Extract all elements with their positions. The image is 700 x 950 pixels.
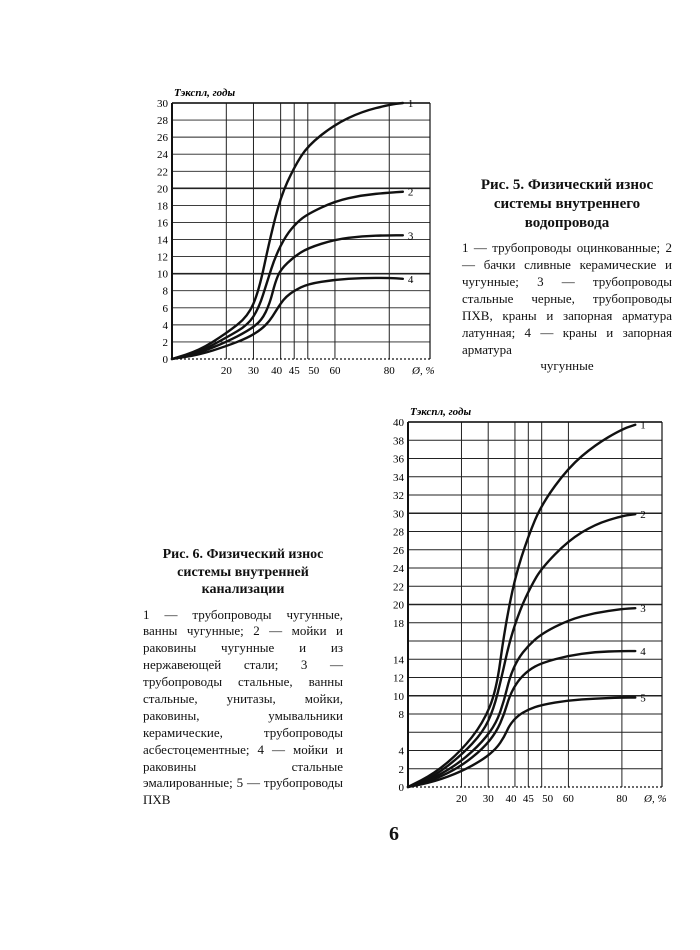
fig5-series-label-4: 4 <box>407 273 414 286</box>
fig5-x-axis-title: Ø, % <box>412 365 435 377</box>
fig6-x-tick-label: 50 <box>542 793 554 805</box>
fig5-x-tick-label: 80 <box>383 365 395 377</box>
fig6-y-tick-label: 14 <box>393 654 404 667</box>
fig6-y-tick-label: 12 <box>393 672 404 685</box>
fig6-y-tick-label: 18 <box>393 617 404 630</box>
caption-fig6-title: Рис. 6. Физический износ системы внутренней канализации <box>162 547 324 597</box>
fig6-y-tick-label: 8 <box>398 709 404 721</box>
fig5-y-axis-title: Tэкспл, годы <box>174 87 236 99</box>
fig5-x-tick-label: 45 <box>288 365 300 377</box>
fig5-y-tick-label: 14 <box>157 234 168 247</box>
fig6-y-tick-label: 26 <box>393 544 404 557</box>
fig6-y-tick-label: 2 <box>398 763 404 776</box>
fig6-y-tick-label: 10 <box>393 690 404 703</box>
caption-fig6 <box>143 546 343 809</box>
fig6-y-tick-label: 22 <box>393 581 404 594</box>
fig6-x-tick-label: 30 <box>482 793 494 805</box>
fig5-y-tick-label: 18 <box>157 200 168 213</box>
fig5-x-tick-label: 30 <box>247 365 259 377</box>
fig6-x-tick-label: 80 <box>616 793 628 805</box>
fig5-y-tick-label: 22 <box>157 166 168 179</box>
fig5-y-tick-label: 24 <box>157 149 168 162</box>
fig6-y-tick-label: 0 <box>398 782 404 794</box>
caption-fig5-title: Рис. 5. Физический износ системы внутреннего водопровода <box>480 177 654 231</box>
fig6-x-axis-title: Ø, % <box>644 793 667 805</box>
fig6-y-tick-label: 32 <box>393 490 404 502</box>
fig5-x-tick-label: 20 <box>220 365 232 377</box>
fig6-y-tick-label: 30 <box>393 508 404 521</box>
caption-fig5-legend-end: чугунные <box>540 358 594 374</box>
fig6-y-tick-label: 20 <box>393 599 404 612</box>
fig6-x-tick-label: 60 <box>562 793 574 805</box>
fig6-series-label-2: 2 <box>640 509 646 522</box>
fig6-y-tick-label: 40 <box>393 417 404 429</box>
fig5-y-tick-label: 4 <box>162 319 168 332</box>
fig6-x-tick-label: 45 <box>522 793 534 805</box>
fig6-y-tick-label: 28 <box>393 526 404 539</box>
fig5-y-tick-label: 20 <box>157 183 168 196</box>
fig6-series-label-3: 3 <box>640 603 646 616</box>
fig5-y-tick-label: 2 <box>162 336 168 349</box>
fig5-x-tick-label: 60 <box>329 365 341 377</box>
fig6-y-tick-label: 36 <box>393 453 404 466</box>
fig5-y-tick-label: 30 <box>157 98 168 110</box>
fig5-y-tick-label: 10 <box>157 268 168 281</box>
fig5-x-tick-label: 40 <box>271 365 283 377</box>
caption-fig6-legend: 1 — трубопроводы чугунные, ванны чугунные; 2 — мойки и раковины чугунные и из нержавеющей стали; 3 — трубопроводы стальные, ванны стальные, унитазы, мойки, раковины, умывальники керамические, трубопроводы асбестоцементные; 4 — мойки и раковины стальные эмалированные; 5 — трубопроводы ПХВ <box>143 606 343 808</box>
fig6-y-axis-title: Tэкспл, годы <box>410 406 472 418</box>
fig6-series-label-4: 4 <box>640 646 646 659</box>
fig5-y-tick-label: 16 <box>157 217 168 230</box>
fig6-series-label-5: 5 <box>640 692 646 705</box>
fig5-y-tick-label: 6 <box>162 302 168 315</box>
fig5-series-label-1: 1 <box>407 98 414 110</box>
fig6-y-tick-label: 4 <box>398 745 404 758</box>
page-number: 6 <box>389 823 399 845</box>
fig5-series-label-3: 3 <box>407 230 414 243</box>
fig6-x-tick-label: 20 <box>455 793 467 805</box>
fig6-x-tick-label: 40 <box>505 793 517 805</box>
fig6-y-tick-label: 24 <box>393 563 404 575</box>
fig5-y-tick-label: 28 <box>157 115 168 128</box>
fig6-series-label-1: 1 <box>640 419 646 432</box>
fig5-y-tick-label: 8 <box>162 285 168 298</box>
fig5-series-label-2: 2 <box>407 186 414 199</box>
fig5-y-tick-label: 0 <box>162 354 168 366</box>
fig5-y-tick-label: 26 <box>157 132 168 145</box>
caption-fig5 <box>462 176 672 375</box>
caption-fig5-legend: 1 — трубопроводы оцинкованные; 2 — бачки сливные керамические и чугунные; 3 — трубопроводы стальные черные, трубопроводы ПХВ, краны и запорная арматура латунная; 4 — краны и запорная арматура <box>462 240 672 357</box>
fig5-y-tick-label: 12 <box>157 251 168 264</box>
fig6-y-tick-label: 34 <box>393 471 404 484</box>
fig5-x-tick-label: 50 <box>308 365 320 377</box>
fig6-y-tick-label: 38 <box>393 435 404 448</box>
